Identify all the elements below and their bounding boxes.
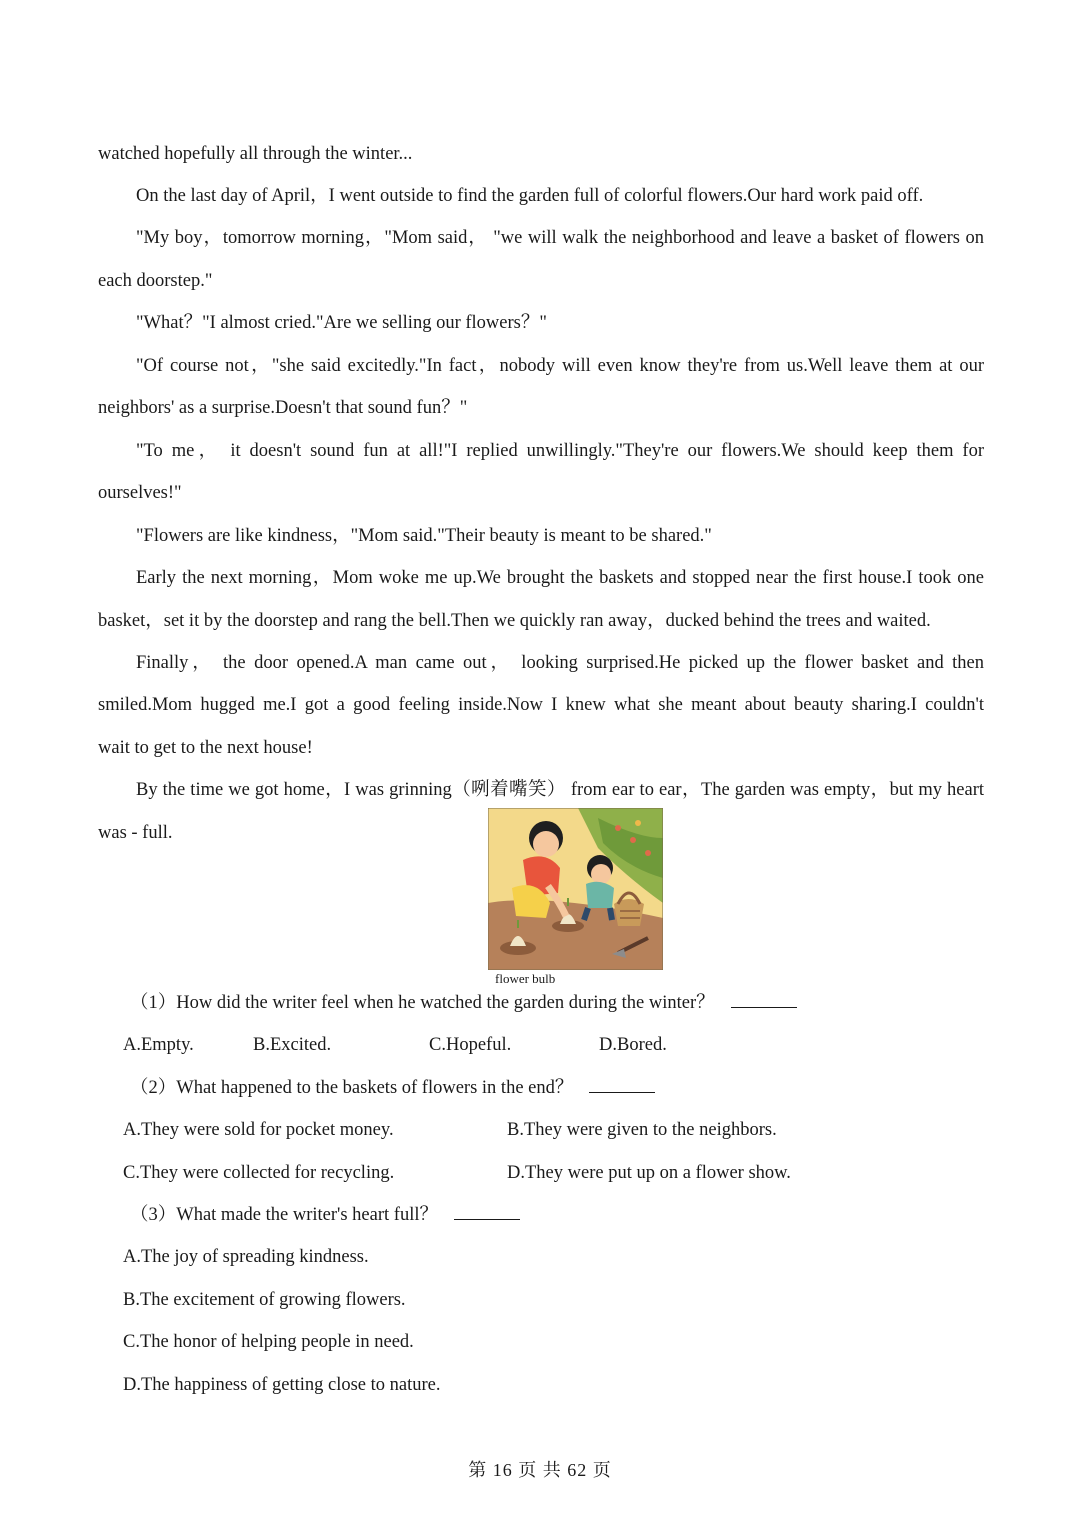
question-2-option-b: B.They were given to the neighbors. bbox=[507, 1120, 777, 1140]
passage-line: watched hopefully all through the winter... bbox=[98, 144, 413, 164]
passage-line: "My boy，tomorrow morning，"Mom said， "we will walk the neighborhood and leave a basket of flowers on bbox=[136, 228, 984, 248]
answer-blank[interactable] bbox=[454, 1205, 520, 1220]
question-2-option-a: A.They were sold for pocket money. bbox=[123, 1120, 394, 1140]
passage-line: By the time we got home，I was grinning（咧着嘴笑） from ear to ear，The garden was empty，but my heart bbox=[136, 780, 984, 800]
mother-son-planting-illustration bbox=[488, 808, 663, 970]
question-2-option-c: C.They were collected for recycling. bbox=[123, 1163, 395, 1183]
question-3-option-a: A.The joy of spreading kindness. bbox=[123, 1247, 369, 1267]
question-text: （1）How did the writer feel when he watched the garden during the winter？ bbox=[130, 993, 715, 1013]
question-1-option-c: C.Hopeful. bbox=[429, 1035, 512, 1055]
passage-line: basket，set it by the doorstep and rang the bell.Then we quickly ran away，ducked behind the trees and waited. bbox=[98, 611, 931, 631]
passage-line: "Of course not，"she said excitedly."In fact，nobody will even know they're from us.Well leave them at our bbox=[136, 356, 984, 376]
passage-line: was - full. bbox=[98, 823, 173, 843]
question-text: （2）What happened to the baskets of flowers in the end？ bbox=[130, 1078, 574, 1098]
question-1-option-b: B.Excited. bbox=[253, 1035, 332, 1055]
question-1-option-d: D.Bored. bbox=[599, 1035, 667, 1055]
question-text: （3）What made the writer's heart full？ bbox=[130, 1205, 438, 1225]
answer-blank[interactable] bbox=[589, 1078, 655, 1093]
question-1-stem bbox=[130, 991, 797, 1015]
passage-line: Early the next morning，Mom woke me up.We brought the baskets and stopped near the first house.I took one bbox=[136, 568, 984, 588]
question-3-option-d: D.The happiness of getting close to nature. bbox=[123, 1375, 441, 1395]
answer-blank[interactable] bbox=[731, 993, 797, 1008]
question-2-option-d: D.They were put up on a flower show. bbox=[507, 1163, 791, 1183]
question-3-option-b: B.The excitement of growing flowers. bbox=[123, 1290, 406, 1310]
passage-line: "To me， it doesn't sound fun at all!"I replied unwillingly."They're our flowers.We should keep them for bbox=[136, 441, 984, 461]
passage-line: neighbors' as a surprise.Doesn't that sound fun？" bbox=[98, 398, 468, 418]
passage-line: each doorstep." bbox=[98, 271, 213, 291]
passage-line: On the last day of April，I went outside to find the garden full of colorful flowers.Our hard work paid off. bbox=[136, 186, 924, 206]
question-3-option-c: C.The honor of helping people in need. bbox=[123, 1332, 414, 1352]
passage-line: "Flowers are like kindness，"Mom said."Their beauty is meant to be shared." bbox=[136, 526, 712, 546]
passage-line: wait to get to the next house! bbox=[98, 738, 313, 758]
figure-caption: flower bulb bbox=[495, 971, 556, 986]
question-3-stem bbox=[130, 1203, 520, 1227]
passage-line: "What？"I almost cried."Are we selling our flowers？" bbox=[136, 313, 547, 333]
passage-line: Finally， the door opened.A man came out， looking surprised.He picked up the flower basket and then bbox=[136, 653, 984, 673]
question-1-option-a: A.Empty. bbox=[123, 1035, 194, 1055]
passage-line: ourselves!" bbox=[98, 483, 182, 503]
page-number: 第 16 页 共 62 页 bbox=[468, 1460, 612, 1480]
question-2-stem bbox=[130, 1076, 655, 1100]
passage-line: smiled.Mom hugged me.I got a good feeling inside.Now I knew what she meant about beauty sharing.I couldn't bbox=[98, 695, 984, 715]
